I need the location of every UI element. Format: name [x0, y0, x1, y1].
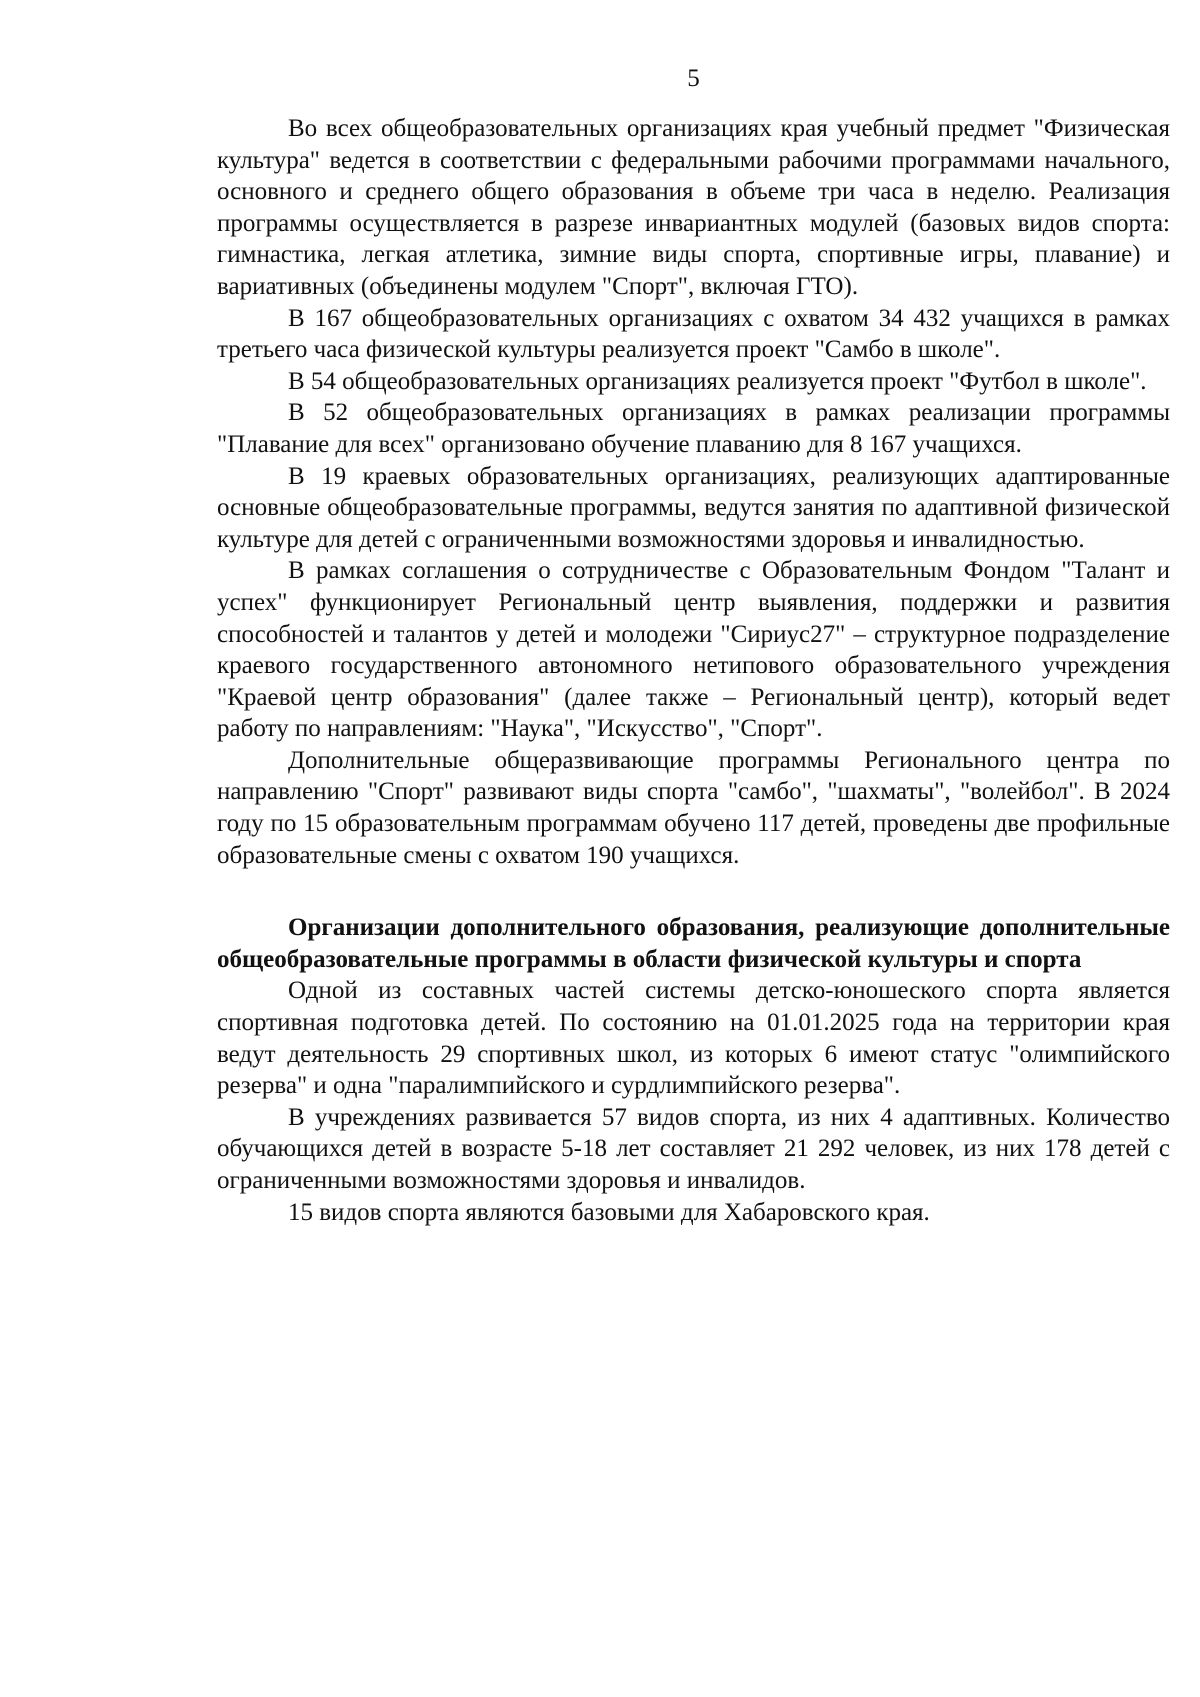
- paragraph-sports-schools: Одной из составных частей системы детско-юношеского спорта является спортивная подготовка детей. По состоянию на 01.01.2025 года на территории края ведут деятельность 29 спортивных школ, из которых 6 имеют статус "олимпийского резерва" и одна "паралимпийского и сурдлимпийского резерва".: [217, 977, 1170, 1100]
- paragraph-football-in-school: В 54 общеобразовательных организациях реализуется проект "Футбол в школе".: [288, 367, 1147, 395]
- paragraph-adaptive-physical-culture: В 19 краевых образовательных организациях, реализующих адаптированные основные общеобразовательные программы, ведутся занятия по адаптивной физической культуре для детей с ограниченными возможностями здоровья и инвалидностью.: [217, 462, 1170, 553]
- paragraph-sports-kinds: В учреждениях развивается 57 видов спорта, из них 4 адаптивных. Количество обучающихся детей в возрасте 5-18 лет составляет 21 292 человек, из них 178 детей с ограниченными возможностями здоровья и инвалидов.: [217, 1103, 1170, 1194]
- document-body: [217, 113, 1170, 1228]
- paragraph-sambo-in-school: В 167 общеобразовательных организациях с охватом 34 432 учащихся в рамках третьего часа физической культуры реализуется проект "Самбо в школе".: [217, 304, 1170, 364]
- section-heading: Организации дополнительного образования, реализующие дополнительные общеобразовательные программы в области физической культуры и спорта: [217, 914, 1170, 973]
- paragraph-additional-programs: Дополнительные общеразвивающие программы Регионального центра по направлению "Спорт" развивают виды спорта "самбо", "шахматы", "волейбол". В 2024 году по 15 образовательным программам обучено 117 детей, проведены две профильные образовательные смены с охватом 190 учащихся.: [217, 746, 1170, 869]
- paragraph-physical-education: Во всех общеобразовательных организациях края учебный предмет "Физическая культура" ведется в соответствии с федеральными рабочими программами начального, основного и среднего общего образования в объеме три часа в неделю. Реализация программы осуществляется в разрезе инвариантных модулей (базовых видов спорта: гимнастика, легкая атлетика, зимние виды спорта, спортивные игры, плавание) и вариативных (объединены модулем "Спорт", включая ГТО).: [217, 115, 1170, 300]
- paragraph-sirius27-center: В рамках соглашения о сотрудничестве с Образовательным Фондом "Талант и успех" функционирует Региональный центр выявления, поддержки и развития способностей и талантов у детей и молодежи "Сириус27" – структурное подразделение краевого государственного автономного нетипового образовательного учреждения "Краевой центр образования" (далее также – Региональный центр), который ведет работу по направлениям: "Наука", "Искусство", "Спорт".: [217, 557, 1170, 743]
- page-number: 5: [687, 65, 700, 92]
- paragraph-base-sports: 15 видов спорта являются базовыми для Хабаровского края.: [288, 1198, 930, 1226]
- paragraph-swimming-for-all: В 52 общеобразовательных организациях в рамках реализации программы "Плавание для всех" организовано обучение плаванию для 8 167 учащихся.: [217, 399, 1170, 458]
